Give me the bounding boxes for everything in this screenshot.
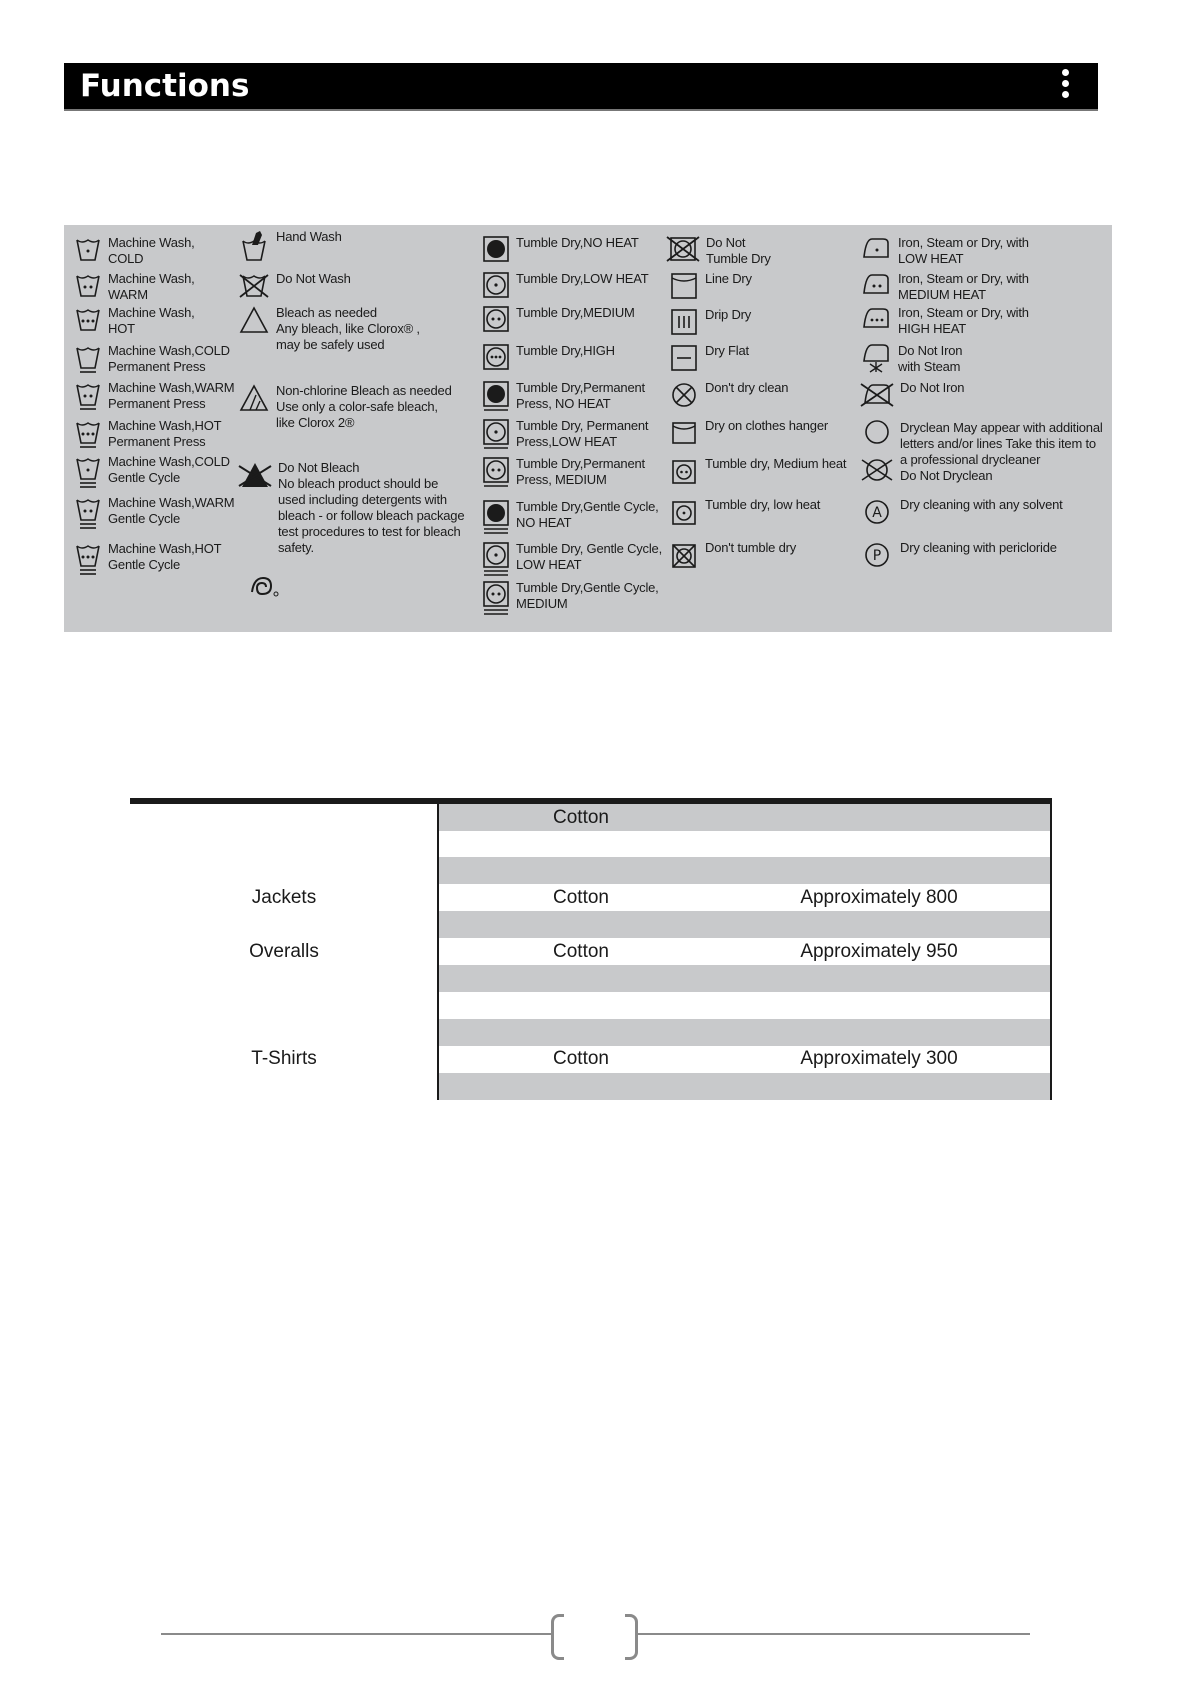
do-not-dry-clean-icon: [669, 380, 699, 410]
symbol-label: Line Dry: [705, 271, 752, 286]
symbol-item: [482, 580, 659, 616]
machine-wash-warm-permanent-press-icon: [74, 380, 102, 412]
page-bracket-right: [625, 1614, 638, 1660]
symbol-item: [74, 305, 195, 337]
tumble-dry-gentle-medium-icon: [482, 580, 510, 616]
dry-clean-pericloride-icon: [860, 540, 894, 570]
symbol-label: Machine Wash, HOT: [108, 305, 195, 336]
symbol-item: [860, 380, 964, 408]
symbol-label: Iron, Steam or Dry, with HIGH HEAT: [898, 305, 1029, 336]
symbol-label: Bleach as needed Any bleach, like Clorox® , may be safely used: [276, 305, 420, 352]
symbol-label: Tumble Dry,HIGH: [516, 343, 615, 358]
machine-wash-hot-permanent-press-icon: [74, 418, 102, 450]
symbol-item: [249, 574, 281, 598]
symbol-item: [74, 380, 234, 412]
tumble-dry-low-heat-square-icon: [669, 497, 699, 527]
symbol-label: Machine Wash,HOT Permanent Press: [108, 418, 222, 449]
svg-text:P: P: [872, 548, 882, 564]
do-not-wash-icon: [238, 271, 270, 299]
drip-dry-icon: [669, 307, 699, 337]
symbol-label: Tumble Dry,Gentle Cycle, NO HEAT: [516, 499, 659, 530]
line-dry-icon: [669, 271, 699, 301]
symbol-label: Machine Wash, WARM: [108, 271, 195, 302]
symbol-label: Do Not Wash: [276, 271, 351, 286]
symbol-item: [669, 380, 788, 410]
tumble-dry-medium-heat-icon: [669, 456, 699, 486]
symbol-item: [482, 271, 648, 299]
symbol-label: Tumble Dry, Gentle Cycle, LOW HEAT: [516, 541, 662, 572]
symbol-item: [482, 541, 662, 577]
wool-mark-icon: [249, 574, 281, 598]
page-title: Functions: [80, 68, 250, 104]
symbol-label: Do Not Bleach No bleach product should be used including detergents with bleach - or follow bleach package test procedures to test for bleach safety.: [278, 460, 465, 555]
machine-wash-hot-gentle-icon: [74, 541, 102, 577]
symbol-item: [669, 307, 751, 337]
symbol-label: Do Not Iron: [900, 380, 965, 395]
do-not-tumble-dry-icon: [666, 235, 700, 263]
tumble-dry-permanent-press-low-heat-icon: [482, 418, 510, 450]
footer-rule-right: [638, 1633, 1030, 1635]
machine-wash-warm-icon: [74, 271, 102, 299]
tumble-dry-gentle-low-heat-icon: [482, 541, 510, 577]
iron-medium-heat-icon: [860, 271, 892, 297]
symbol-label: Don't dry clean: [705, 380, 789, 395]
symbol-item: [669, 497, 820, 527]
do-not-iron-with-steam-icon: [860, 343, 892, 373]
symbol-label: Tumble Dry, Permanent Press,LOW HEAT: [516, 418, 649, 449]
dry-flat-icon: [669, 343, 699, 373]
table-cell-item: Jackets: [251, 887, 317, 908]
symbol-label: Tumble Dry,Permanent Press, MEDIUM: [516, 456, 645, 487]
symbol-label: Tumble Dry,LOW HEAT: [516, 271, 649, 286]
symbol-item: [669, 456, 846, 486]
footer-rule-left: [161, 1633, 551, 1635]
symbol-item: [482, 380, 645, 412]
table-cell-material: Cotton: [553, 941, 609, 962]
symbol-item: [860, 497, 1063, 527]
symbol-label: Machine Wash, COLD: [108, 235, 195, 266]
machine-wash-hot-icon: [74, 305, 102, 333]
table-cell-weight: Approximately 300: [800, 1048, 958, 1069]
symbol-item: [482, 305, 635, 333]
symbol-item: [860, 540, 1057, 570]
symbol-label: Machine Wash,WARM Gentle Cycle: [108, 495, 235, 526]
symbol-item: [669, 418, 828, 448]
symbol-label: Dry cleaning with pericloride: [900, 540, 1057, 555]
symbol-item: [860, 343, 962, 375]
section-header: [64, 63, 1098, 111]
symbol-label: Iron, Steam or Dry, with LOW HEAT: [898, 235, 1029, 266]
tumble-dry-no-heat-icon: [482, 235, 510, 263]
do-not-iron-icon: [860, 380, 894, 408]
table-cell-weight: Approximately 950: [800, 941, 958, 962]
dots-icon: [1062, 69, 1070, 102]
table-cell-weight: Approximately 800: [800, 887, 958, 908]
tumble-dry-medium-icon: [482, 305, 510, 333]
symbol-label: Dry Flat: [705, 343, 749, 358]
tumble-dry-low-heat-icon: [482, 271, 510, 299]
do-not-bleach-icon: [238, 460, 272, 490]
symbol-item: [74, 235, 195, 267]
symbol-item: [238, 383, 452, 431]
care-symbols-panel: [64, 225, 1112, 632]
symbol-item: [669, 271, 752, 301]
machine-wash-cold-permanent-press-icon: [74, 343, 102, 375]
tumble-dry-permanent-press-medium-icon: [482, 456, 510, 488]
symbol-label: Hand Wash: [276, 229, 342, 244]
page-bracket-left: [551, 1614, 564, 1660]
symbol-item: [860, 420, 1103, 484]
symbol-label: Machine Wash,HOT Gentle Cycle: [108, 541, 222, 572]
symbol-item: [74, 271, 195, 303]
bleach-triangle-icon: [238, 305, 270, 335]
symbol-label: Iron, Steam or Dry, with MEDIUM HEAT: [898, 271, 1029, 302]
symbol-item: [482, 499, 659, 535]
symbol-item: [669, 343, 749, 373]
do-not-tumble-dry-square-icon: [669, 540, 699, 570]
non-chlorine-bleach-icon: [238, 383, 270, 413]
symbol-item: [74, 454, 230, 490]
symbol-item: [74, 418, 221, 450]
laundry-weight-table: [130, 798, 1052, 1102]
dry-on-hanger-icon: [669, 418, 699, 448]
symbol-label: Do Not Tumble Dry: [706, 235, 771, 266]
symbol-label: Non-chlorine Bleach as needed Use only a color-safe bleach, like Clorox 2®: [276, 383, 452, 430]
symbol-label: Machine Wash,WARM Permanent Press: [108, 380, 235, 411]
symbol-item: [482, 235, 639, 263]
symbol-item: [238, 305, 420, 353]
machine-wash-cold-gentle-icon: [74, 454, 102, 490]
symbol-label: Tumble dry, low heat: [705, 497, 821, 512]
symbol-label: Do Not Iron with Steam: [898, 343, 963, 374]
symbol-item: [482, 343, 615, 371]
tumble-dry-gentle-no-heat-icon: [482, 499, 510, 535]
symbol-item: [74, 495, 234, 531]
symbol-label: Dry on clothes hanger: [705, 418, 828, 433]
dry-clean-any-solvent-icon: [860, 497, 894, 527]
symbol-label: Dryclean May appear with additional letters and/or lines Take this item to a professional drycleaner Do Not Dryclean: [900, 420, 1103, 483]
symbol-label: Tumble Dry,NO HEAT: [516, 235, 639, 250]
symbol-label: Tumble Dry,Gentle Cycle, MEDIUM: [516, 580, 659, 611]
symbol-label: Drip Dry: [705, 307, 752, 322]
iron-low-heat-icon: [860, 235, 892, 261]
symbol-label: Tumble dry, Medium heat: [705, 456, 847, 471]
symbol-item: [238, 460, 464, 556]
symbol-item: [74, 541, 221, 577]
machine-wash-warm-gentle-icon: [74, 495, 102, 531]
symbol-item: [238, 229, 342, 263]
symbol-item: [669, 540, 796, 570]
symbol-item: [860, 305, 1029, 337]
symbol-item: [666, 235, 771, 267]
symbol-item: [74, 343, 230, 375]
tumble-dry-high-icon: [482, 343, 510, 371]
machine-wash-cold-icon: [74, 235, 102, 263]
tumble-dry-permanent-press-no-heat-icon: [482, 380, 510, 412]
symbol-label: Tumble Dry,MEDIUM: [516, 305, 635, 320]
svg-text:A: A: [872, 505, 882, 521]
hand-wash-icon: [238, 229, 270, 263]
table-cell-item: Overalls: [249, 941, 319, 962]
table-cell-material: Cotton: [553, 807, 609, 828]
symbol-item: [238, 271, 351, 299]
table-cell-item: T-Shirts: [251, 1048, 317, 1069]
dryclean-stack-icon: [860, 420, 894, 484]
symbol-item: [482, 418, 648, 450]
symbol-item: [482, 456, 645, 488]
symbol-label: Machine Wash,COLD Gentle Cycle: [108, 454, 230, 485]
symbol-label: Don't tumble dry: [705, 540, 797, 555]
symbol-item: [860, 271, 1029, 303]
symbol-item: [860, 235, 1029, 267]
symbol-label: Dry cleaning with any solvent: [900, 497, 1063, 512]
table-cell-material: Cotton: [553, 1048, 609, 1069]
symbol-label: Machine Wash,COLD Permanent Press: [108, 343, 230, 374]
table-cell-material: Cotton: [553, 887, 609, 908]
iron-high-heat-icon: [860, 305, 892, 331]
symbol-label: Tumble Dry,Permanent Press, NO HEAT: [516, 380, 645, 411]
